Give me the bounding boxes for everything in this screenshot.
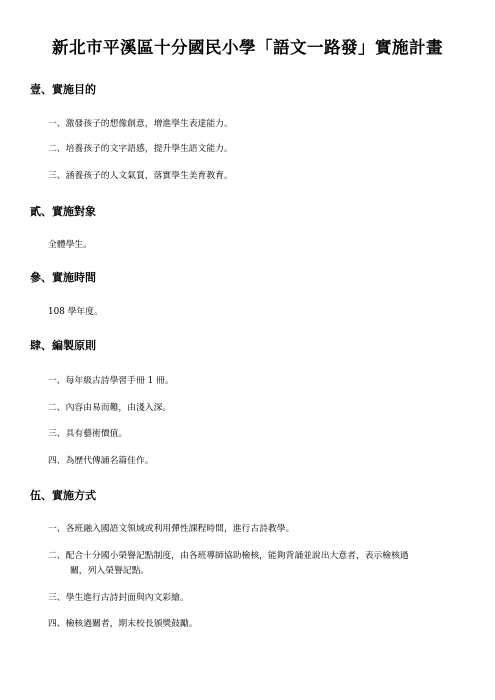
method-item-2-continued: 關，列入榮譽記點。: [70, 566, 150, 576]
method-item-2: 二、配合十分國小榮譽記點制度，由各班導師協助檢核，能夠背誦並說出大意者，表示檢核過: [48, 551, 409, 561]
method-item-1: 一、各班融入國語文領域或利用彈性課程時間，進行古詩教學。: [48, 524, 295, 534]
purpose-item-3: 三、涵養孩子的人文氣質，落實學生美育教育。: [48, 171, 233, 181]
purpose-item-2: 二、培養孩子的文字語感，提升學生語文能力。: [48, 144, 233, 154]
principles-item-3: 三、具有藝術價值。: [48, 429, 128, 439]
section-heading-purpose: 壹、實施目的: [30, 83, 96, 96]
principles-item-2: 二、內容由易而難，由淺入深。: [48, 403, 172, 413]
section-heading-principles: 肆、編製原則: [30, 339, 96, 352]
time-item-1: 108 學年度。: [48, 307, 103, 317]
method-item-3: 三、學生進行古詩封面與內文彩繪。: [48, 593, 189, 603]
target-item-1: 全體學生。: [48, 240, 92, 250]
document-title: 新北市平溪區十分國民小學「語文一路發」實施計畫: [52, 38, 443, 57]
section-heading-time: 參、實施時間: [30, 271, 96, 284]
principles-item-1: 一、每年級古詩學習手冊 1 冊。: [48, 376, 174, 386]
section-heading-method: 伍、實施方式: [30, 489, 96, 502]
principles-item-4: 四、為歷代傳誦名篇佳作。: [48, 456, 154, 466]
purpose-item-1: 一、激發孩子的想像創意，增進學生表達能力。: [48, 119, 233, 129]
section-heading-target: 貳、實施對象: [30, 205, 96, 218]
method-item-4: 四、檢核過關者，期末校長頒獎鼓勵。: [48, 619, 198, 629]
